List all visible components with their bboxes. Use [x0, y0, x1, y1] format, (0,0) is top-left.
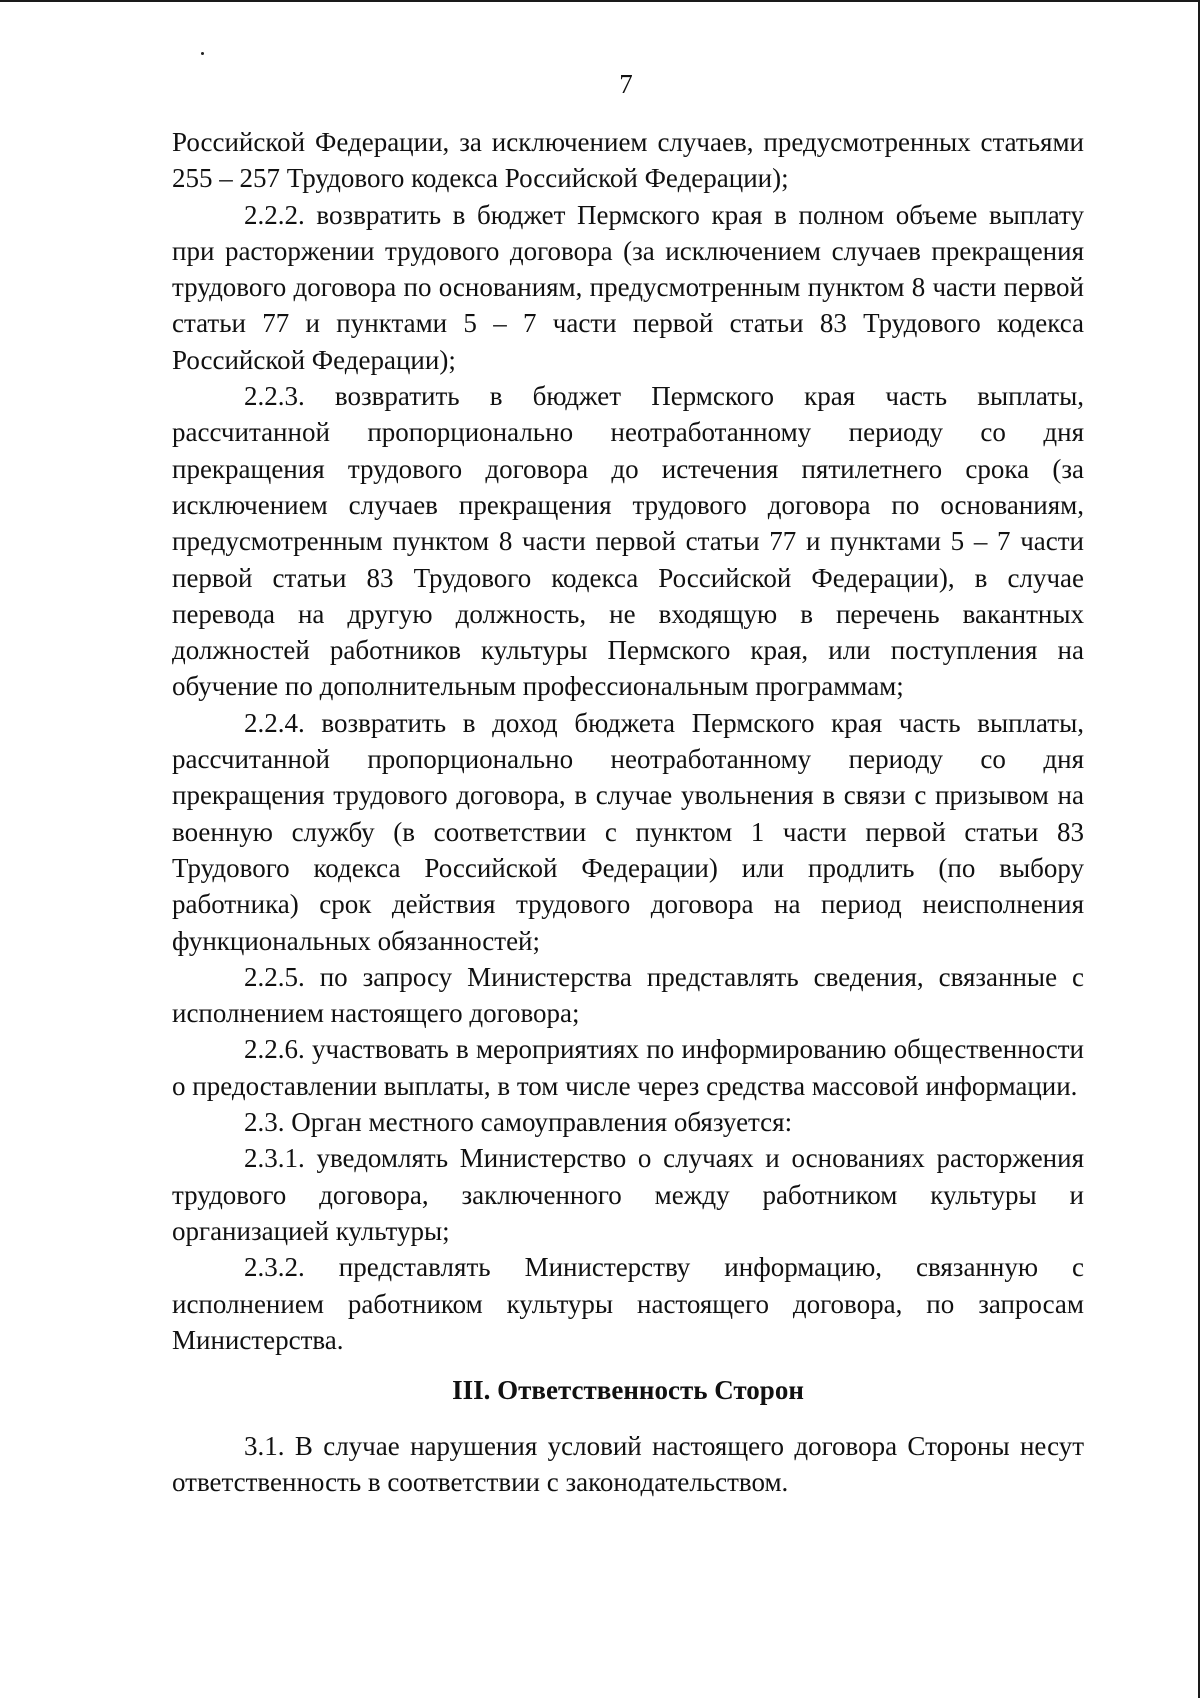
paragraph-2-2-3: 2.2.3. возвратить в бюджет Пермского края часть выплаты, рассчитанной пропорционально неотработанному периоду со дня прекращения трудового договора до истечения пятилетнего срока (за исключением случаев прекращения трудового договора по основаниям, предусмотренным пунктом 8 части первой статьи 77 и пунктами 5 – 7 части первой статьи 83 Трудового кодекса Российской Федерации), в случае перевода на другую должность, не входящую в перечень вакантных должностей работников культуры Пермского края, или поступления на обучение по дополнительным профессиональным программам; — [172, 381, 1084, 702]
paragraph-2-3: 2.3. Орган местного самоуправления обязуется: — [244, 1107, 793, 1138]
paragraph-2-2-4: 2.2.4. возвратить в доход бюджета Пермского края часть выплаты, рассчитанной пропорционально неотработанному периоду со дня прекращения трудового договора, в случае увольнения в связи с призывом на военную службу (в соответствии с пунктом 1 части первой статьи 83 Трудового кодекса Российской Федерации) или продлить (по выбору работника) срок действия трудового договора на период неисполнения функциональных обязанностей; — [172, 707, 1084, 956]
page-number: 7 — [619, 69, 633, 99]
paragraph-2-2-2: 2.2.2. возвратить в бюджет Пермского края в полном объеме выплату при расторжении трудового договора (за исключением случаев прекращения трудового договора по основаниям, предусмотренным пунктом 8 части первой статьи 77 и пунктами 5 – 7 части первой статьи 83 Трудового кодекса Российской Федерации); — [172, 199, 1084, 375]
section-heading: III. Ответственность Сторон — [452, 1375, 804, 1406]
paragraph-3-1: 3.1. В случае нарушения условий настоящего договора Стороны несут ответственность в соответствии с законодательством. — [172, 1431, 1084, 1498]
paragraph-2-2-6: 2.2.6. участвовать в мероприятиях по информированию общественности о предоставлении выплаты, в том числе через средства массовой информации. — [172, 1034, 1084, 1101]
scan-edge-top — [0, 0, 1200, 2]
paragraph-2-2-5: 2.2.5. по запросу Министерства представлять сведения, связанные с исполнением настоящего договора; — [172, 961, 1084, 1029]
scan-speck — [201, 52, 204, 55]
paragraph-2-3-1: 2.3.1. уведомлять Министерство о случаях и основаниях расторжения трудового договора, заключенного между работником культуры и организацией культуры; — [172, 1143, 1084, 1246]
paragraph-2-3-2: 2.3.2. представлять Министерству информацию, связанную с исполнением работником культуры настоящего договора, по запросам Министерства. — [172, 1252, 1084, 1355]
document-body — [172, 124, 1084, 1501]
paragraph-continuation: Российской Федерации, за исключением случаев, предусмотренных статьями 255 – 257 Трудового кодекса Российской Федерации); — [172, 127, 1084, 194]
